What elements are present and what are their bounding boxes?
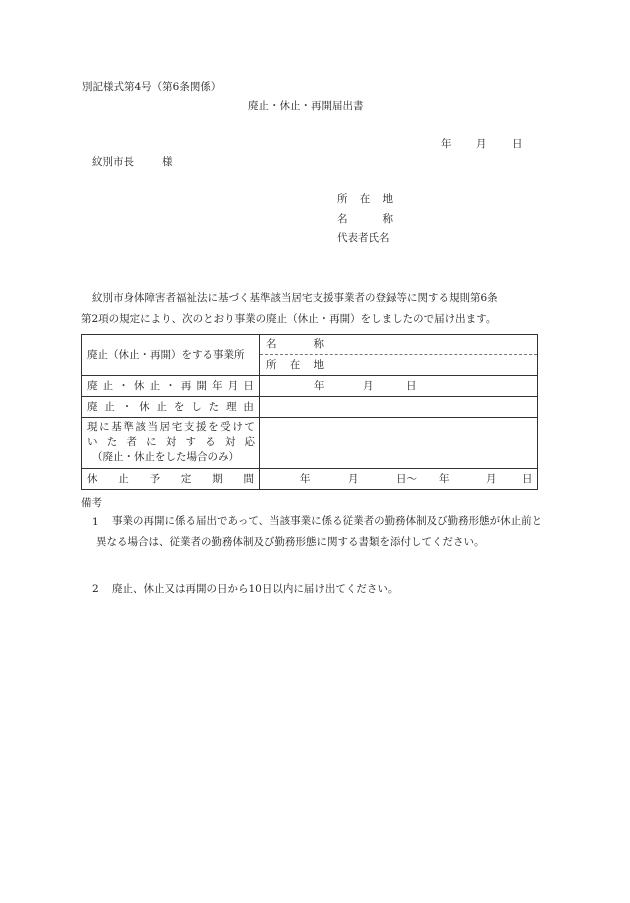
addressee-honorific: 様 [162, 156, 173, 168]
period-end-year: 年 [439, 473, 450, 485]
period-end-month: 月 [486, 473, 497, 485]
facility-label-cell [82, 335, 260, 376]
facility-address-label: 所 在 地 [266, 358, 324, 371]
period-label: 休 止 予 定 期 間 [87, 472, 254, 485]
facility-name-label: 名 称 [266, 338, 324, 351]
row-date-year: 年 [314, 380, 325, 392]
reason-label: 廃 止 ・ 休 止 を し た 理 由 [87, 400, 254, 413]
notification-form-table [81, 334, 538, 490]
response-label-line2: い た 者 に 対 す る 対 応 [87, 435, 255, 448]
period-label-cell [82, 469, 260, 490]
period-start-year: 年 [300, 473, 311, 485]
document-title: 廃止・休止・再開届出書 [248, 100, 364, 112]
facility-label: 廃止（休止・再開）をする事業所 [87, 348, 245, 361]
response-label-cell [82, 418, 260, 469]
period-start-day: 日〜 [396, 473, 417, 485]
body-text-line2: 第2項の規定により、次のとおり事業の廃止（休止・再開）をしましたので届け出ます。 [81, 313, 497, 325]
notes-heading: 備考 [81, 497, 102, 509]
row-date-month: 月 [363, 380, 374, 392]
response-label-line1: 現 に 基 準 該 当 居 宅 支 援 を 受 け て [87, 420, 255, 433]
date-label-cell [82, 376, 260, 397]
date-day-label: 日 [512, 138, 523, 150]
period-end-day: 日 [522, 473, 533, 485]
table-row-response [82, 418, 538, 469]
table-row-suspension-period [82, 469, 538, 490]
body-text-line1: 紋別市身体障害者福祉法に基づく基準該当居宅支援事業者の登録等に関する規則第6条 [92, 292, 498, 304]
table-row-facility [82, 335, 538, 376]
note1-number: 1 [92, 516, 99, 528]
applicant-name-label: 名 称 [337, 213, 393, 225]
applicant-address-label: 所 在 地 [337, 193, 393, 205]
reason-label-cell [82, 397, 260, 418]
table-row-reason [82, 397, 538, 418]
addressee-name: 紋別市長 [92, 156, 134, 168]
form-number: 別記様式第4号（第6条関係） [82, 81, 222, 93]
reason-value-cell[interactable] [260, 397, 538, 418]
row-date-day: 日 [406, 380, 417, 392]
note2-text: 廃止、休止又は再開の日から10日以内に届け出てください。 [112, 583, 399, 595]
date-year-label: 年 [441, 138, 452, 150]
facility-value-cell[interactable] [260, 335, 538, 376]
note2-number: 2 [92, 583, 99, 595]
facility-name-subrow[interactable] [260, 335, 537, 355]
table-row-date [82, 376, 538, 397]
period-value-cell[interactable] [260, 469, 538, 490]
facility-address-subrow[interactable] [260, 355, 537, 375]
date-value-cell[interactable] [260, 376, 538, 397]
response-label-line3: （廃止・休止をした場合のみ） [92, 450, 239, 463]
response-value-cell[interactable] [260, 418, 538, 469]
date-month-label: 月 [476, 138, 487, 150]
applicant-representative-label: 代表者氏名 [337, 232, 390, 244]
note1-text: 事業の再開に係る届出であって、当該事業に係る従業者の勤務体制及び勤務形態が休止前と異なる場合は、従業者の勤務体制及び勤務形態に関する書類を添付してください。 [96, 515, 543, 548]
period-start-month: 月 [348, 473, 359, 485]
date-label: 廃 止 ・ 休 止 ・ 再 開 年 月 日 [87, 379, 254, 392]
